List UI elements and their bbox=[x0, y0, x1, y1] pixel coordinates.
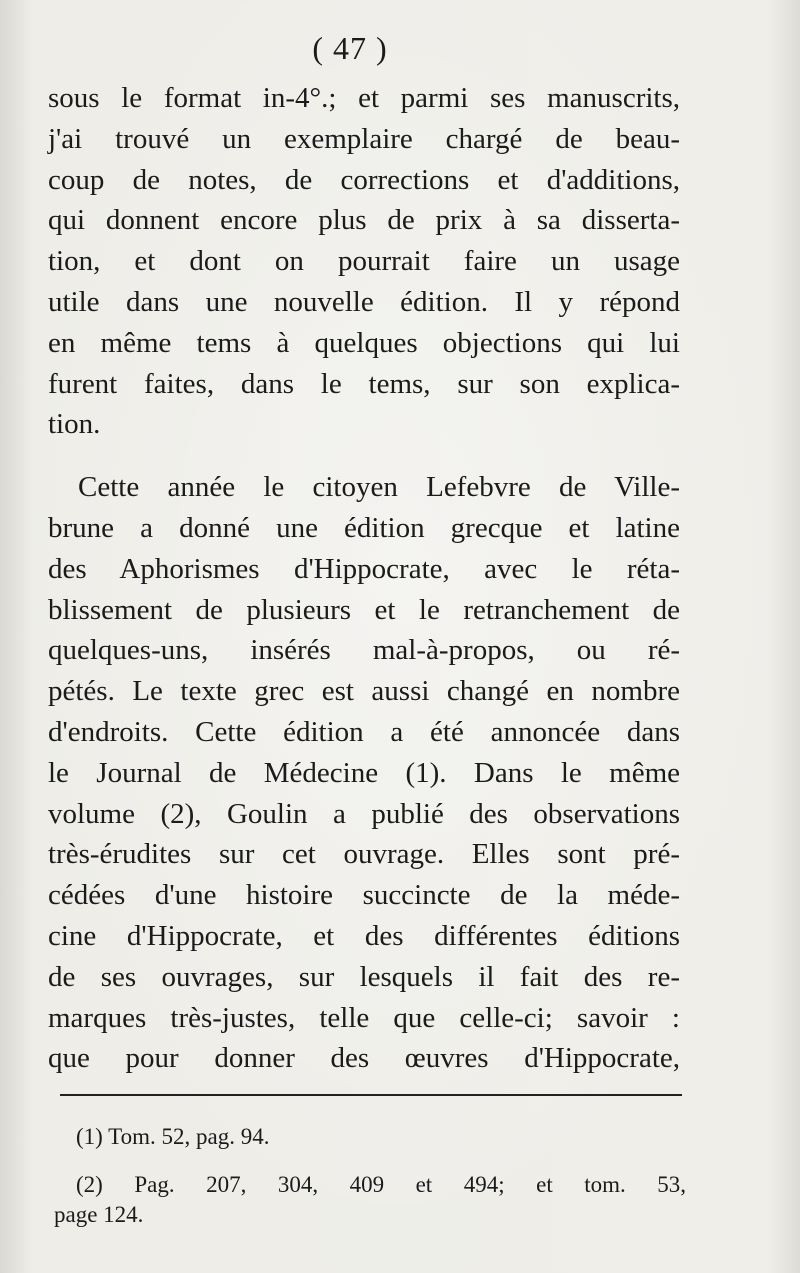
paragraph-spacer bbox=[48, 445, 680, 467]
text-line: blissement de plusieurs et le retranchement de bbox=[48, 593, 680, 626]
footnote-2-continuation: page 124. bbox=[54, 1202, 144, 1227]
text-line: tion. bbox=[48, 408, 101, 441]
footnote-rule bbox=[60, 1094, 682, 1096]
paragraph-1 bbox=[48, 78, 680, 445]
text-line: très-érudites sur cet ouvrage. Elles sont pré- bbox=[48, 838, 680, 871]
text-line: en même tems à quelques objections qui lui bbox=[48, 326, 680, 359]
text-line: sous le format in-4°.; et parmi ses manuscrits, bbox=[48, 82, 680, 114]
page-number: ( 47 ) bbox=[312, 30, 388, 66]
text-line: utile dans une nouvelle édition. Il y répond bbox=[48, 285, 680, 318]
footnote-2: (2) Pag. 207, 304, 409 et 494; et tom. 53, bbox=[76, 1172, 686, 1197]
text-line: des Aphorismes d'Hippocrate, avec le réta- bbox=[48, 552, 680, 585]
text-line: le Journal de Médecine (1). Dans le même bbox=[48, 756, 680, 789]
text-line: cédées d'une histoire succincte de la méde- bbox=[48, 879, 680, 912]
text-line: coup de notes, de corrections et d'additions, bbox=[48, 163, 680, 196]
text-line: quelques-uns, insérés mal-à-propos, ou ré- bbox=[48, 634, 680, 667]
text-line: cine d'Hippocrate, et des différentes éditions bbox=[48, 919, 680, 952]
footnotes bbox=[54, 1122, 686, 1230]
body-text bbox=[48, 78, 680, 1079]
text-line: j'ai trouvé un exemplaire chargé de beau- bbox=[48, 122, 680, 155]
footnote-1: (1) Tom. 52, pag. 94. bbox=[76, 1124, 270, 1149]
footnote-spacer bbox=[76, 1152, 686, 1170]
text-line: tion, et dont on pourrait faire un usage bbox=[48, 245, 680, 278]
text-line: brune a donné une édition grecque et latine bbox=[48, 511, 680, 544]
text-line: furent faites, dans le tems, sur son explica- bbox=[48, 367, 680, 400]
text-line: que pour donner des œuvres d'Hippocrate, bbox=[48, 1042, 680, 1075]
text-line: pétés. Le texte grec est aussi changé en nombre bbox=[48, 675, 680, 708]
text-line: Cette année le citoyen Lefebvre de Ville- bbox=[78, 471, 680, 504]
text-line: qui donnent encore plus de prix à sa disserta- bbox=[48, 204, 680, 237]
text-line: de ses ouvrages, sur lesquels il fait des re- bbox=[48, 960, 680, 993]
text-line: marques très-justes, telle que celle-ci; savoir : bbox=[48, 1001, 680, 1034]
paragraph-2 bbox=[48, 467, 680, 1079]
text-line: volume (2), Goulin a publié des observations bbox=[48, 797, 680, 830]
text-line: d'endroits. Cette édition a été annoncée dans bbox=[48, 715, 680, 748]
